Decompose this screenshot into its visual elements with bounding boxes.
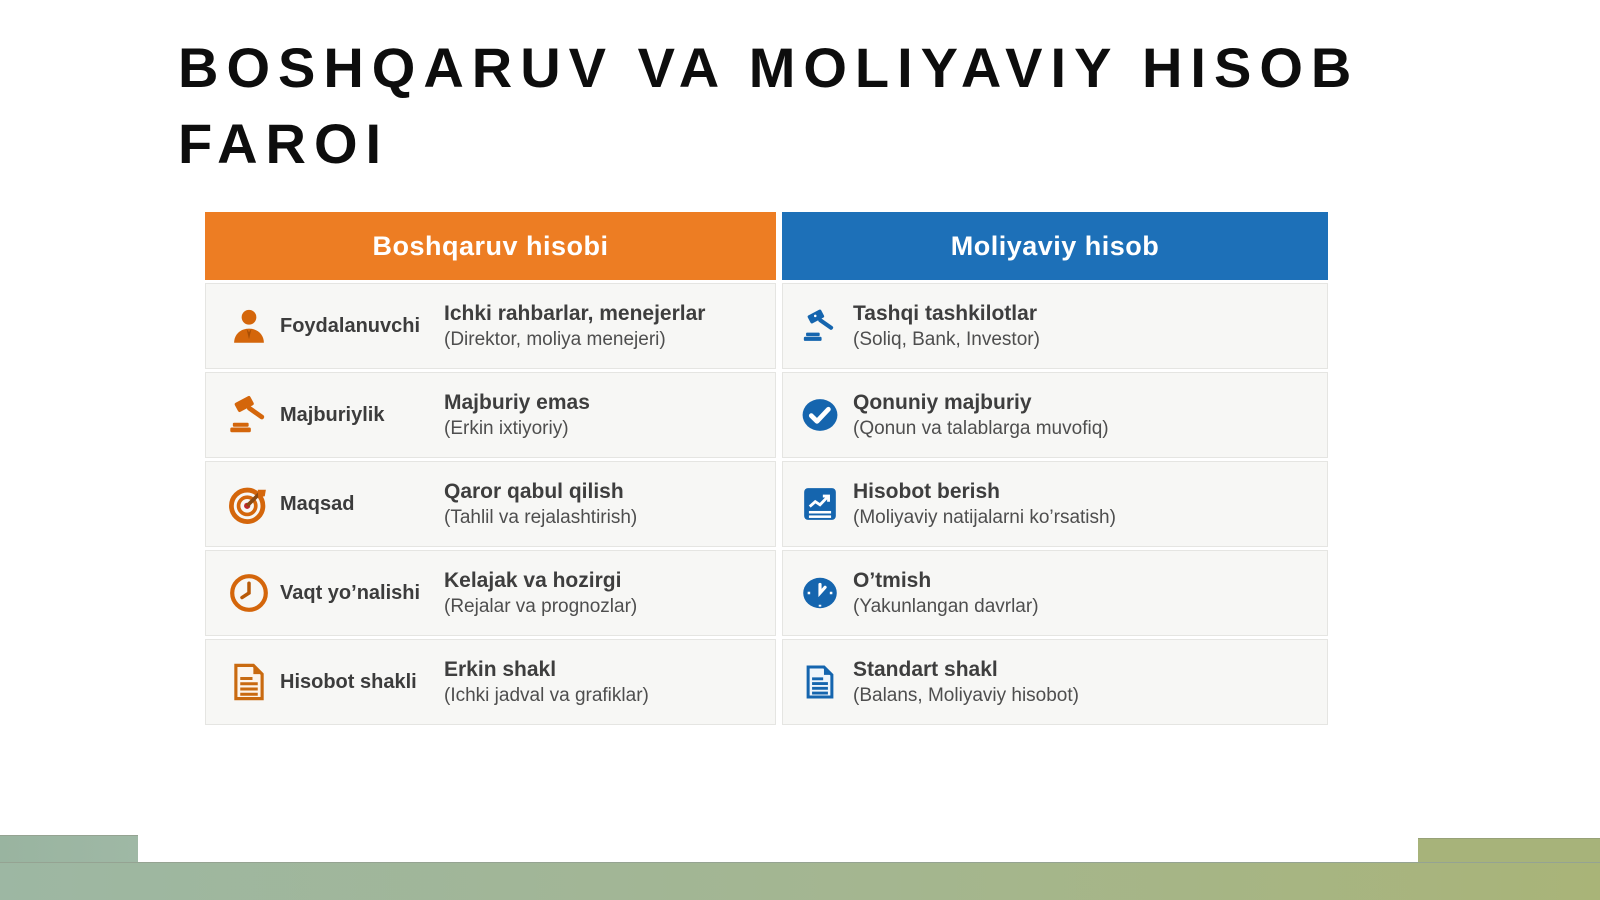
clock-filled-icon: [795, 574, 845, 612]
row-text: [438, 302, 769, 351]
row-text: [438, 569, 769, 618]
row-value: Ichki rahbarlar, menejerlar: [444, 301, 706, 325]
row-detail: (Balans, Moliyaviy hisobot): [853, 684, 1079, 706]
row-category-label: Vaqt yo’nalishi: [280, 581, 421, 604]
table-row: [205, 461, 776, 547]
row-text: [845, 302, 1321, 351]
row-detail: (Direktor, moliya menejeri): [444, 328, 666, 350]
user-icon: [222, 305, 276, 347]
table-row: [205, 550, 776, 636]
check-circle-icon: [795, 396, 845, 434]
row-category-label: Hisobot shakli: [280, 670, 417, 693]
row-detail: (Rejalar va prognozlar): [444, 595, 638, 617]
row-text: [438, 391, 769, 440]
table-row: [782, 639, 1328, 725]
row-text: [845, 658, 1321, 707]
table-row: [782, 283, 1328, 369]
column-financial: [782, 212, 1328, 725]
page-title: [178, 30, 1568, 182]
row-value: O’tmish: [853, 568, 932, 592]
table-row: [205, 283, 776, 369]
comparison-table: [205, 212, 1328, 725]
row-value: Kelajak va hozirgi: [444, 568, 622, 592]
row-value: Majburiy emas: [444, 390, 590, 414]
row-text: [845, 569, 1321, 618]
target-icon: [222, 482, 276, 526]
table-row: [205, 639, 776, 725]
row-category-label: Foydalanuvchi: [280, 314, 421, 337]
row-text: [438, 480, 769, 529]
row-value: Qaror qabul qilish: [444, 479, 624, 503]
page-title-line2: FAROI: [178, 112, 390, 175]
row-detail: (Moliyaviy natijalarni ko’rsatish): [853, 506, 1116, 528]
row-detail: (Soliq, Bank, Investor): [853, 328, 1040, 350]
column-header-financial: Moliyaviy hisob: [782, 212, 1328, 280]
row-detail: (Yakunlangan davrlar): [853, 595, 1039, 617]
clock-icon: [222, 572, 276, 614]
row-detail: (Erkin ixtiyoriy): [444, 417, 569, 439]
footer-bar: [0, 862, 1600, 900]
row-value: Qonuniy majburiy: [853, 390, 1032, 414]
row-detail: (Tahlil va rejalashtirish): [444, 506, 638, 528]
row-text: [845, 480, 1321, 529]
row-detail: (Ichki jadval va grafiklar): [444, 684, 649, 706]
gavel-icon: [222, 393, 276, 437]
column-header-management: Boshqaruv hisobi: [205, 212, 776, 280]
row-value: Erkin shakl: [444, 657, 557, 681]
row-detail: (Qonun va talablarga muvofiq): [853, 417, 1109, 439]
gavel-icon: [795, 307, 845, 345]
row-value: Standart shakl: [853, 657, 998, 681]
table-row: [782, 461, 1328, 547]
row-category-label: Majburiylik: [280, 403, 385, 426]
row-value: Hisobot berish: [853, 479, 1001, 503]
row-text: [438, 658, 769, 707]
row-value: Tashqi tashkilotlar: [853, 301, 1037, 325]
row-text: [845, 391, 1321, 440]
table-row: [782, 372, 1328, 458]
page-title-line1: BOSHQARUV VA MOLIYAVIY HISOB: [178, 36, 1360, 99]
table-row: [205, 372, 776, 458]
row-category-label: Maqsad: [280, 492, 355, 515]
document-icon: [795, 663, 845, 701]
table-row: [782, 550, 1328, 636]
column-management: [205, 212, 776, 725]
chart-icon: [795, 485, 845, 523]
document-icon: [222, 661, 276, 703]
